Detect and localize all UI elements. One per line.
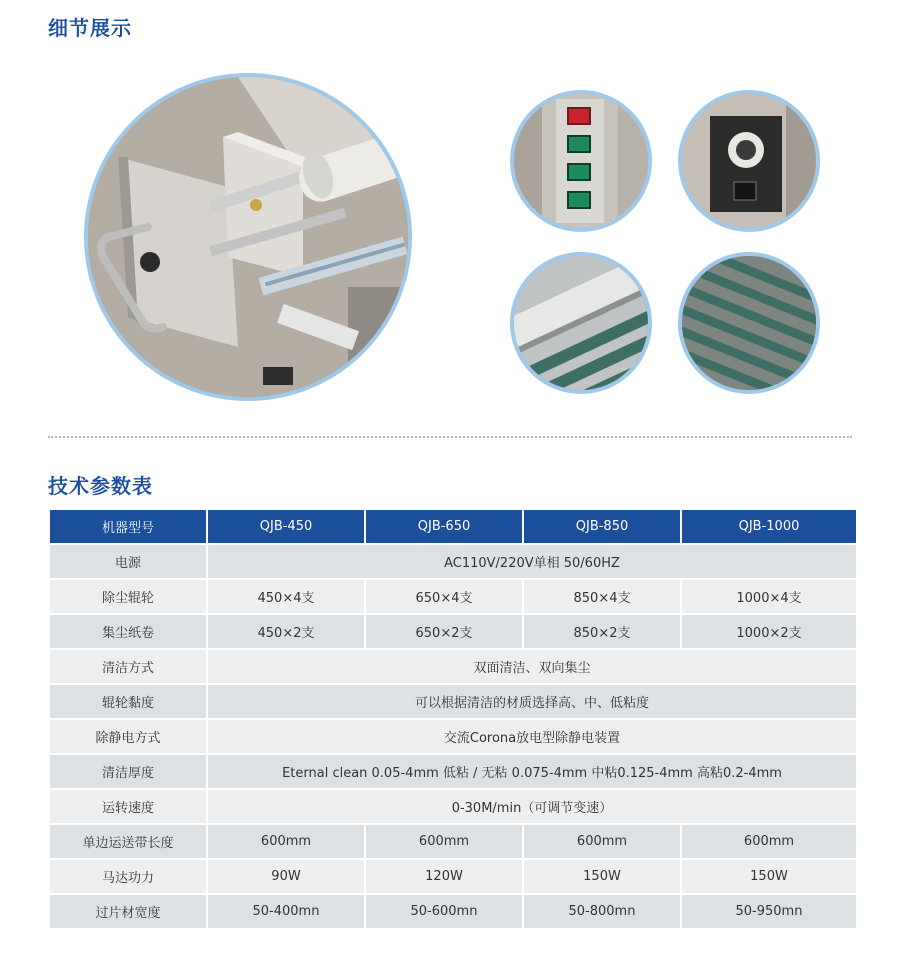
table-cell: 1000×4支 [682,580,856,613]
table-row [50,895,856,928]
spec-table [48,508,858,930]
row-label: 清洁方式 [50,650,206,683]
table-row [50,650,856,683]
row-label: 运转速度 [50,790,206,823]
table-header-cell: 机器型号 [50,510,206,543]
row-label: 过片材宽度 [50,895,206,928]
table-cell: 50-600mn [366,895,522,928]
conveyor-belt-photo [678,252,820,394]
row-label: 辊轮黏度 [50,685,206,718]
table-row [50,720,856,753]
table-row [50,790,856,823]
table-cell: 850×4支 [524,580,680,613]
table-cell: Eternal clean 0.05-4mm 低粘 / 无粘 0.075-4mm 中粘0.125-4mm 高粘0.2-4mm [208,755,856,788]
table-cell: 可以根据清洁的材质选择高、中、低粘度 [208,685,856,718]
row-label: 清洁厚度 [50,755,206,788]
table-cell: AC110V/220V单相 50/60HZ [208,545,856,578]
row-label: 除尘辊轮 [50,580,206,613]
section-title-details: 细节展示 [48,16,132,40]
table-row [50,685,856,718]
row-label: 除静电方式 [50,720,206,753]
table-cell: 450×4支 [208,580,364,613]
table-cell: 0-30M/min（可调节变速） [208,790,856,823]
speed-knob-panel-photo [678,90,820,232]
section-title-specs: 技术参数表 [48,474,153,498]
row-label: 集尘纸卷 [50,615,206,648]
control-switches-photo [510,90,652,232]
table-cell: 600mm [208,825,364,858]
table-cell: 交流Corona放电型除静电装置 [208,720,856,753]
machine-roller-detail-photo [84,73,412,401]
table-cell: 150W [682,860,856,893]
table-row [50,615,856,648]
row-label: 电源 [50,545,206,578]
section-divider [48,436,852,438]
table-cell: 600mm [366,825,522,858]
table-cell: 600mm [682,825,856,858]
table-cell: 120W [366,860,522,893]
table-cell: 650×2支 [366,615,522,648]
row-label: 马达功力 [50,860,206,893]
table-cell: 1000×2支 [682,615,856,648]
table-header-cell: QJB-450 [208,510,364,543]
table-row [50,580,856,613]
table-row [50,545,856,578]
table-header-cell: QJB-850 [524,510,680,543]
table-cell: 50-950mn [682,895,856,928]
table-header-cell: QJB-650 [366,510,522,543]
table-header-cell: QJB-1000 [682,510,856,543]
table-cell: 850×2支 [524,615,680,648]
roller-conveyor-photo [510,252,652,394]
table-header-row [50,510,856,543]
table-cell: 600mm [524,825,680,858]
table-cell: 50-800mn [524,895,680,928]
table-cell: 双面清洁、双向集尘 [208,650,856,683]
table-cell: 90W [208,860,364,893]
table-cell: 150W [524,860,680,893]
table-cell: 450×2支 [208,615,364,648]
row-label: 单边运送带长度 [50,825,206,858]
roller-assembly-illustration [88,77,408,397]
table-cell: 650×4支 [366,580,522,613]
table-cell: 50-400mn [208,895,364,928]
table-row [50,860,856,893]
table-row [50,755,856,788]
table-row [50,825,856,858]
